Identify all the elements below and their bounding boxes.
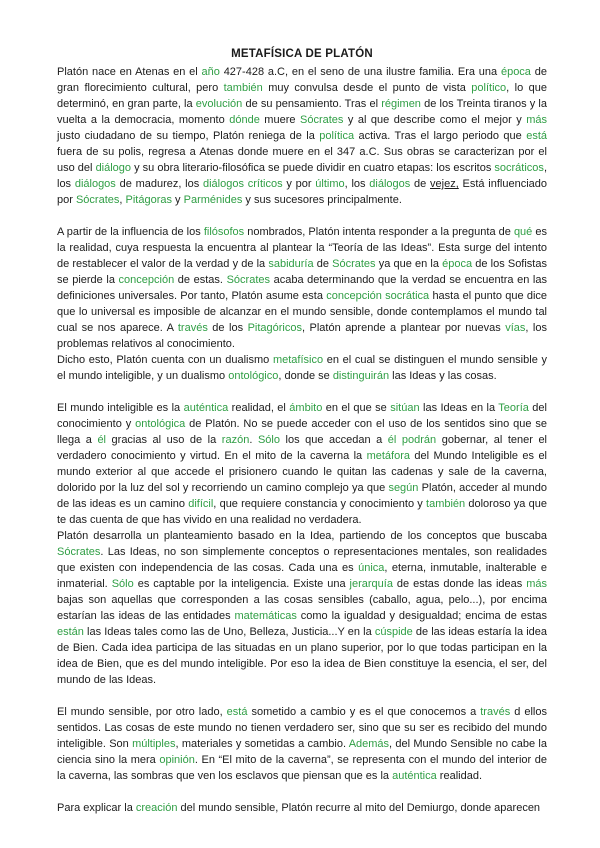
- suggested-text: filósofos: [203, 226, 245, 238]
- suggested-text: Teoría: [498, 402, 529, 414]
- suggested-text: diálogos: [369, 178, 411, 190]
- suggested-text: también: [223, 82, 263, 94]
- paragraph: Para explicar la creación del mundo sensible, Platón recurre al mito del Demiurgo, donde aparecen: [57, 802, 541, 814]
- suggested-text: razón: [221, 434, 250, 446]
- suggested-text: múltiples: [132, 738, 176, 750]
- suggested-text: vías: [505, 322, 526, 334]
- suggested-text: Sócrates: [299, 114, 344, 126]
- suggested-text: concepción: [118, 274, 175, 286]
- suggested-text: Sólo: [257, 434, 280, 446]
- suggested-text: críticos: [247, 178, 283, 190]
- suggested-text: están: [57, 626, 84, 638]
- suggested-text: difícil: [188, 498, 214, 510]
- suggested-text: año: [201, 66, 220, 78]
- suggested-text: ontológico: [228, 370, 279, 382]
- suggested-text: Sócrates: [332, 258, 376, 270]
- suggested-text: matemáticas: [234, 610, 297, 622]
- suggested-text: él: [97, 434, 106, 446]
- suggested-text: Pitagóricos: [247, 322, 302, 334]
- suggested-text: Pitágoras: [125, 194, 172, 206]
- suggested-text: qué: [513, 226, 533, 238]
- suggested-text: auténtica: [183, 402, 229, 414]
- suggested-text: creación: [135, 802, 178, 814]
- suggested-text: también: [426, 498, 466, 510]
- suggested-text: Sólo: [111, 578, 134, 590]
- suggested-text: diálogo: [95, 162, 132, 174]
- suggested-text: ámbito: [289, 402, 323, 414]
- paragraph: Platón nace en Atenas en el año 427-428 a.C, en el seno de una ilustre familia. Era una época de gran florecimiento cultural, pero también muy convulsa desde el punto de vista político, lo que determinó, en gran parte, la evolución de su pensamiento. Tras el régimen de los Treinta tiranos y la vuelta a la democracia, momento dónde muere Sócrates y al que describe como el mejor y más justo ciudadano de su tiempo, Platón reniega de la política activa. Tras el largo periodo que está fuera de su polis, regresa a Atenas donde muere en el 347 a.C. Sus obras se caracterizan por el uso del diálogo y su obra literario-filosófica se puede dividir en cuatro etapas: los escritos socráticos, los diálogos de madurez, los diálogos críticos y por último, los diálogos de vejez, Está influenciado por Sócrates, Pitágoras y Parménides y sus sucesores principalmente.: [57, 66, 548, 206]
- paragraph: Dicho esto, Platón cuenta con un dualismo metafísico en el cual se distinguen el mundo sensible y el mundo inteligible, y un dualismo ontológico, donde se distinguirán las Ideas y las cosas.: [57, 354, 547, 382]
- underlined-text: vejez,: [430, 178, 459, 190]
- suggested-text: metafísico: [272, 354, 324, 366]
- suggested-text: metáfora: [366, 450, 410, 462]
- suggested-text: través: [480, 706, 511, 718]
- suggested-text: él: [387, 434, 397, 446]
- suggested-text: más: [526, 578, 548, 590]
- document-body: [57, 64, 547, 816]
- suggested-text: diálogos: [74, 178, 116, 190]
- suggested-text: través: [177, 322, 208, 334]
- suggested-text: única: [358, 562, 385, 574]
- suggested-text: según: [388, 482, 419, 494]
- suggested-text: distinguirán: [332, 370, 390, 382]
- suggested-text: político: [471, 82, 507, 94]
- suggested-text: política: [319, 130, 355, 142]
- paragraph: El mundo inteligible es la auténtica realidad, el ámbito en el que se sitúan las Ideas en la Teoría del conocimiento y ontológica de Platón. No se puede acceder con el uso de los sentidos sino que se llega a él gracias al uso de la razón. Sólo los que accedan a él podrán gobernar, al tener el verdadero conocimiento y virtud. En el mito de la caverna la metáfora del Mundo Inteligible es el mundo exterior al que accede el prisionero cuando le quitan las cadenas y sale de la caverna, dolorido por la luz del sol y recorriendo un camino complejo ya que según Platón, acceder al mundo de las ideas es un camino difícil, que requiere constancia y conocimiento y también doloroso ya que te das cuenta de que has vivido en una realidad no verdadera.: [57, 402, 548, 526]
- suggested-text: régimen: [381, 98, 421, 110]
- suggested-text: diálogos: [203, 178, 244, 190]
- suggested-text: socrática: [385, 290, 430, 302]
- suggested-text: Sócrates: [75, 194, 120, 206]
- suggested-text: más: [526, 114, 547, 126]
- suggested-text: Sócrates: [57, 546, 101, 558]
- suggested-text: sitúan: [390, 402, 420, 414]
- suggested-text: socráticos: [494, 162, 544, 174]
- paragraph: A partir de la influencia de los filósofos nombrados, Platón intenta responder a la pregunta de qué es la realidad, cuya respuesta la encuentra al plantear la “Teoría de las Ideas”. Esta surge del intento de restablecer el valor de la verdad y de la sabiduría de Sócrates ya que en la época de los Sofistas se pierde la concepción de estas. Sócrates acaba determinando que la verdad se encuentra en las definiciones universales. Por tanto, Platón asume esta concepción socrática hasta el punto que dice que lo universal es imposible de alcanzar en el mundo sensible, donde contemplamos el mundo tal cual se nos aparece. A través de los Pitagóricos, Platón aprende a plantear por nuevas vías, los problemas relativos al conocimiento.: [57, 226, 548, 350]
- suggested-text: época: [500, 66, 531, 78]
- suggested-text: está: [526, 130, 547, 142]
- suggested-text: concepción: [326, 290, 382, 302]
- suggested-text: último: [315, 178, 345, 190]
- suggested-text: época: [442, 258, 473, 270]
- suggested-text: Sócrates: [226, 274, 270, 286]
- suggested-text: evolución: [195, 98, 243, 110]
- suggested-text: podrán: [401, 434, 437, 446]
- suggested-text: sabiduría: [268, 258, 314, 270]
- suggested-text: Parménides: [183, 194, 243, 206]
- suggested-text: cúspide: [374, 626, 413, 638]
- suggested-text: auténtica: [392, 770, 437, 782]
- document-title: METAFÍSICA DE PLATÓN: [231, 48, 373, 60]
- suggested-text: está: [226, 706, 248, 718]
- suggested-text: opinión: [159, 754, 195, 766]
- paragraph: Platón desarrolla un planteamiento basado en la Idea, partiendo de los conceptos que buscaba Sócrates. Las Ideas, no son simplemente conceptos o representaciones mentales, son realidades que existen con independencia de las cosas. Cada una es única, eterna, inmutable, inalterable e inmaterial. Sólo es captable por la inteligencia. Existe una jerarquía de estas donde las ideas más bajas son aquellas que corresponden a las cosas sensibles (caballo, agua, pelo...), por encima estarían las ideas de las entidades matemáticas como la igualdad y desigualdad; encima de estas están las Ideas tales como las de Uno, Belleza, Justicia...Y en la cúspide de las ideas estaría la idea de Bien. Cada idea participa de las situadas en un plano superior, por lo que todas participan en la idea de Bien, que es del mundo inteligible. Por eso la idea de Bien constituye la esencia, el ser, del mundo de las Ideas.: [57, 530, 548, 686]
- suggested-text: jerarquía: [349, 578, 393, 590]
- suggested-text: ontológica: [135, 418, 186, 430]
- paragraph: El mundo sensible, por otro lado, está sometido a cambio y es el que conocemos a través d ellos sentidos. Las cosas de este mundo no tienen verdadero ser, sino que su ser es recibido del mundo inteligible. Son múltiples, materiales y sometidas a cambio. Además, del Mundo Sensible no cabe la ciencia sino la mera opinión. En “El mito de la caverna”, se representa con el mundo del interior de la caverna, las sombras que ven los esclavos que piensan que es la auténtica realidad.: [57, 706, 547, 782]
- suggested-text: dónde: [229, 114, 260, 126]
- suggested-text: Además: [348, 738, 390, 750]
